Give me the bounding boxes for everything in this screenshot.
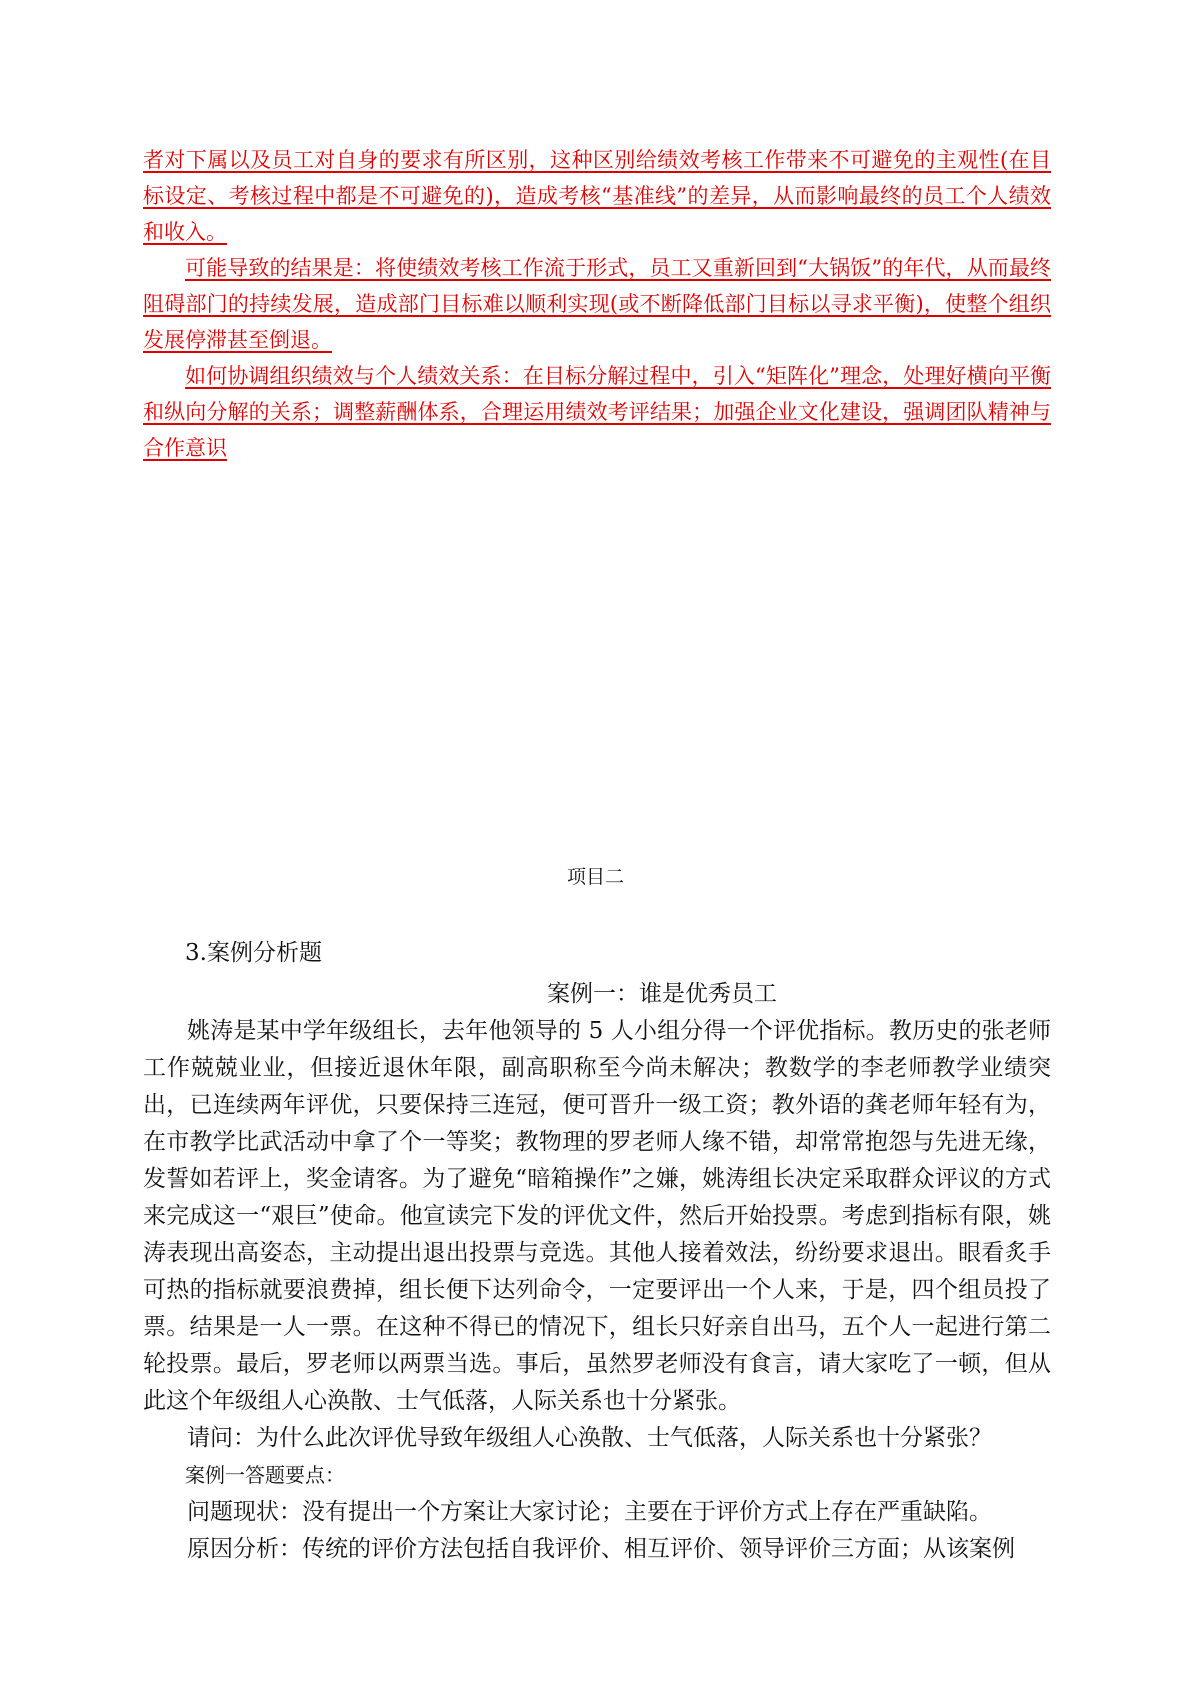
case-heading: 3.案例分析题 (185, 940, 322, 966)
section-title: 项目二 (566, 866, 624, 888)
case-analysis-block (143, 935, 1051, 1568)
answer-heading: 案例一答题要点： (185, 1463, 345, 1487)
answer-point-1: 问题现状：没有提出一个方案让大家讨论；主要在于评价方式上存在严重缺陷。 (187, 1499, 992, 1525)
red-answer-block (143, 142, 1051, 466)
red-paragraph-2: 可能导致的结果是：将使绩效考核工作流于形式，员工又重新回到“大锅饭”的年代，从而最终阻碍部门的持续发展，造成部门目标难以顺利实现(或不断降低部门目标以寻求平衡)，使整个组织发展停滞甚至倒退。 (143, 256, 1051, 352)
red-paragraph-3: 如何协调组织绩效与个人绩效关系：在目标分解过程中，引入“矩阵化”理念，处理好横向平衡和纵向分解的关系；调整薪酬体系，合理运用绩效考评结果；加强企业文化建设，强调团队精神与合作意识 (143, 364, 1051, 460)
case-body: 姚涛是某中学年级组长，去年他领导的 5 人小组分得一个评优指标。教历史的张老师工作兢兢业业，但接近退休年限，副高职称至今尚未解决；教数学的李老师教学业绩突出，已连续两年评优，只要保持三连冠，便可晋升一级工资；教外语的龚老师年轻有为，在市教学比武活动中拿了个一等奖；教物理的罗老师人缘不错，却常常抱怨与先进无缘，发誓如若评上，奖金请客。为了避免“暗箱操作”之嫌，姚涛组长决定采取群众评议的方式来完成这一“艰巨”使命。他宣读完下发的评优文件，然后开始投票。考虑到指标有限，姚涛表现出高姿态，主动提出退出投票与竞选。其他人接着效法，纷纷要求退出。眼看炙手可热的指标就要浪费掉，组长便下达列命令，一定要评出一个人来，于是，四个组员投了票。结果是一人一票。在这种不得已的情况下，组长只好亲自出马，五个人一起进行第二轮投票。最后，罗老师以两票当选。事后，虽然罗老师没有食言，请大家吃了一顿，但从此这个年级组人心涣散、士气低落，人际关系也十分紧张。 (143, 1018, 1051, 1414)
answer-point-2: 原因分析：传统的评价方法包括自我评价、相互评价、领导评价三方面；从该案例 (187, 1536, 1015, 1562)
case-question: 请问：为什么此次评优导致年级组人心涣散、士气低落，人际关系也十分紧张？ (187, 1425, 992, 1451)
red-paragraph-1: 者对下属以及员工对自身的要求有所区别，这种区别给绩效考核工作带来不可避免的主观性(在目标设定、考核过程中都是不可避免的)，造成考核“基准线”的差异，从而影响最终的员工个人绩效和收入。 (143, 148, 1051, 244)
case-title: 案例一：谁是优秀员工 (547, 981, 777, 1007)
